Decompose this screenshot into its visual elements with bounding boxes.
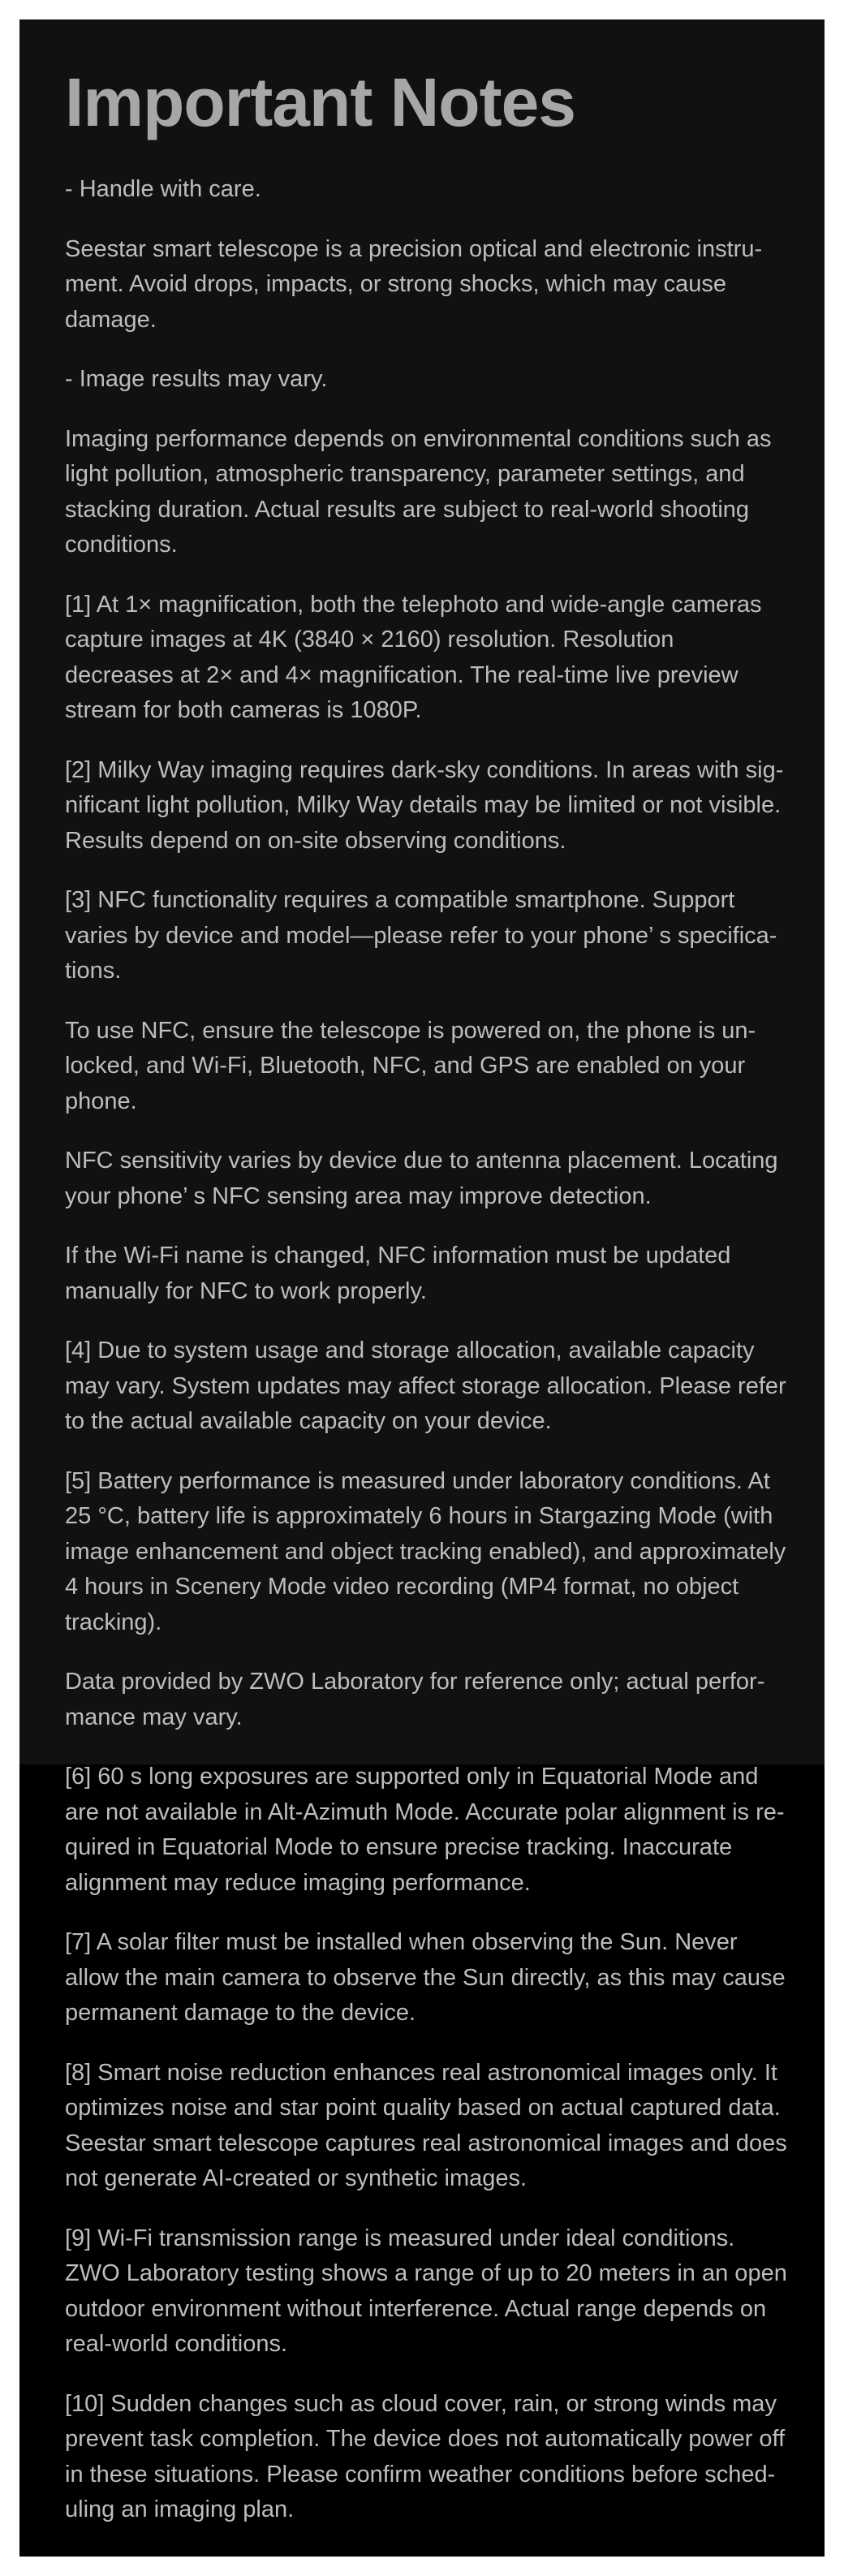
page-title: Important Notes — [65, 64, 576, 140]
footnote-9: [9] Wi-Fi transmission range is measured under ideal conditions. ZWO Laboratory testing shows a range of up to 20 meters in an open outdoor environment without interference. Actual range depends on real-world conditions. — [65, 2225, 787, 2357]
footnote-2: [2] Milky Way imaging requires dark-sky conditions. In areas with significant light pollution, Milky Way details may be limited or not visible. Results depend on on-site observing conditions. — [65, 756, 784, 854]
footnote-3-nfc-usage: To use NFC, ensure the telescope is powered on, the phone is unlocked, and Wi-Fi, Bluetooth, NFC, and GPS are enabled on your phone. — [65, 1017, 756, 1114]
note-handle-details: Seestar smart telescope is a precision optical and electronic instrument. Avoid drops, impacts, or strong shocks, which may cause damage. — [65, 235, 763, 333]
footnote-3: [3] NFC functionality requires a compatible smartphone. Support varies by device and model—please refer to your phone’ s specifications. — [65, 887, 777, 984]
note-image-details: Imaging performance depends on environmental conditions such as light pollution, atmospheric transparency, parameter settings, and stacking duration. Actual results are subject to real-world shooting conditions. — [65, 425, 772, 558]
notes-panel — [19, 19, 825, 2557]
footnote-10: [10] Sudden changes such as cloud cover, rain, or strong winds may prevent task completion. The device does not automatically power off in these situations. Please confirm weather conditions before scheduling an imaging plan. — [65, 2390, 786, 2522]
footnote-5-data-source: Data provided by ZWO Laboratory for reference only; actual performance may vary. — [65, 1669, 765, 1730]
footnote-5: [5] Battery performance is measured under laboratory conditions. At 25 °C, battery life is approximately 6 hours in Stargazing Mode (with image enhancement and object tracking enabled), and approximately 4 hours in Scenery Mode video recording (MP4 format, no object tracking). — [65, 1467, 786, 1635]
footnote-3-wifi-name: If the Wi-Fi name is changed, NFC information must be updated manually for NFC to work properly. — [65, 1243, 731, 1304]
footnote-1: [1] At 1× magnification, both the telephoto and wide-angle cameras capture images at 4K (3840 × 2160) resolution. Resolution decreases at 2× and 4× magnification. The real-time live preview stream for both cameras is 1080P. — [65, 591, 762, 723]
footnote-3-nfc-sensitivity: NFC sensitivity varies by device due to antenna placement. Locating your phone’ s NFC sensing area may improve detection. — [65, 1148, 778, 1209]
note-handle-with-care: - Handle with care. — [65, 176, 261, 202]
footnote-4: [4] Due to system usage and storage allocation, available capacity may vary. System updates may affect storage allocation. Please refer to the actual available capacity on your device. — [65, 1338, 786, 1434]
footnote-7: [7] A solar filter must be installed when observing the Sun. Never allow the main camera to observe the Sun directly, as this may cause permanent damage to the device. — [65, 1929, 786, 2026]
footnote-6: [6] 60 s long exposures are supported only in Equatorial Mode and are not available in Alt-Azimuth Mode. Accurate polar alignment is required in Equatorial Mode to ensure precise tracking. Inaccurate alignment may reduce imaging performance. — [65, 1764, 785, 1896]
footnote-8: [8] Smart noise reduction enhances real astronomical images only. It optimizes noise and star point quality based on actual captured data. Seestar smart telescope captures real astronomical images and does not generate AI-created or synthetic images. — [65, 2059, 787, 2191]
note-image-results: - Image results may vary. — [65, 366, 328, 392]
